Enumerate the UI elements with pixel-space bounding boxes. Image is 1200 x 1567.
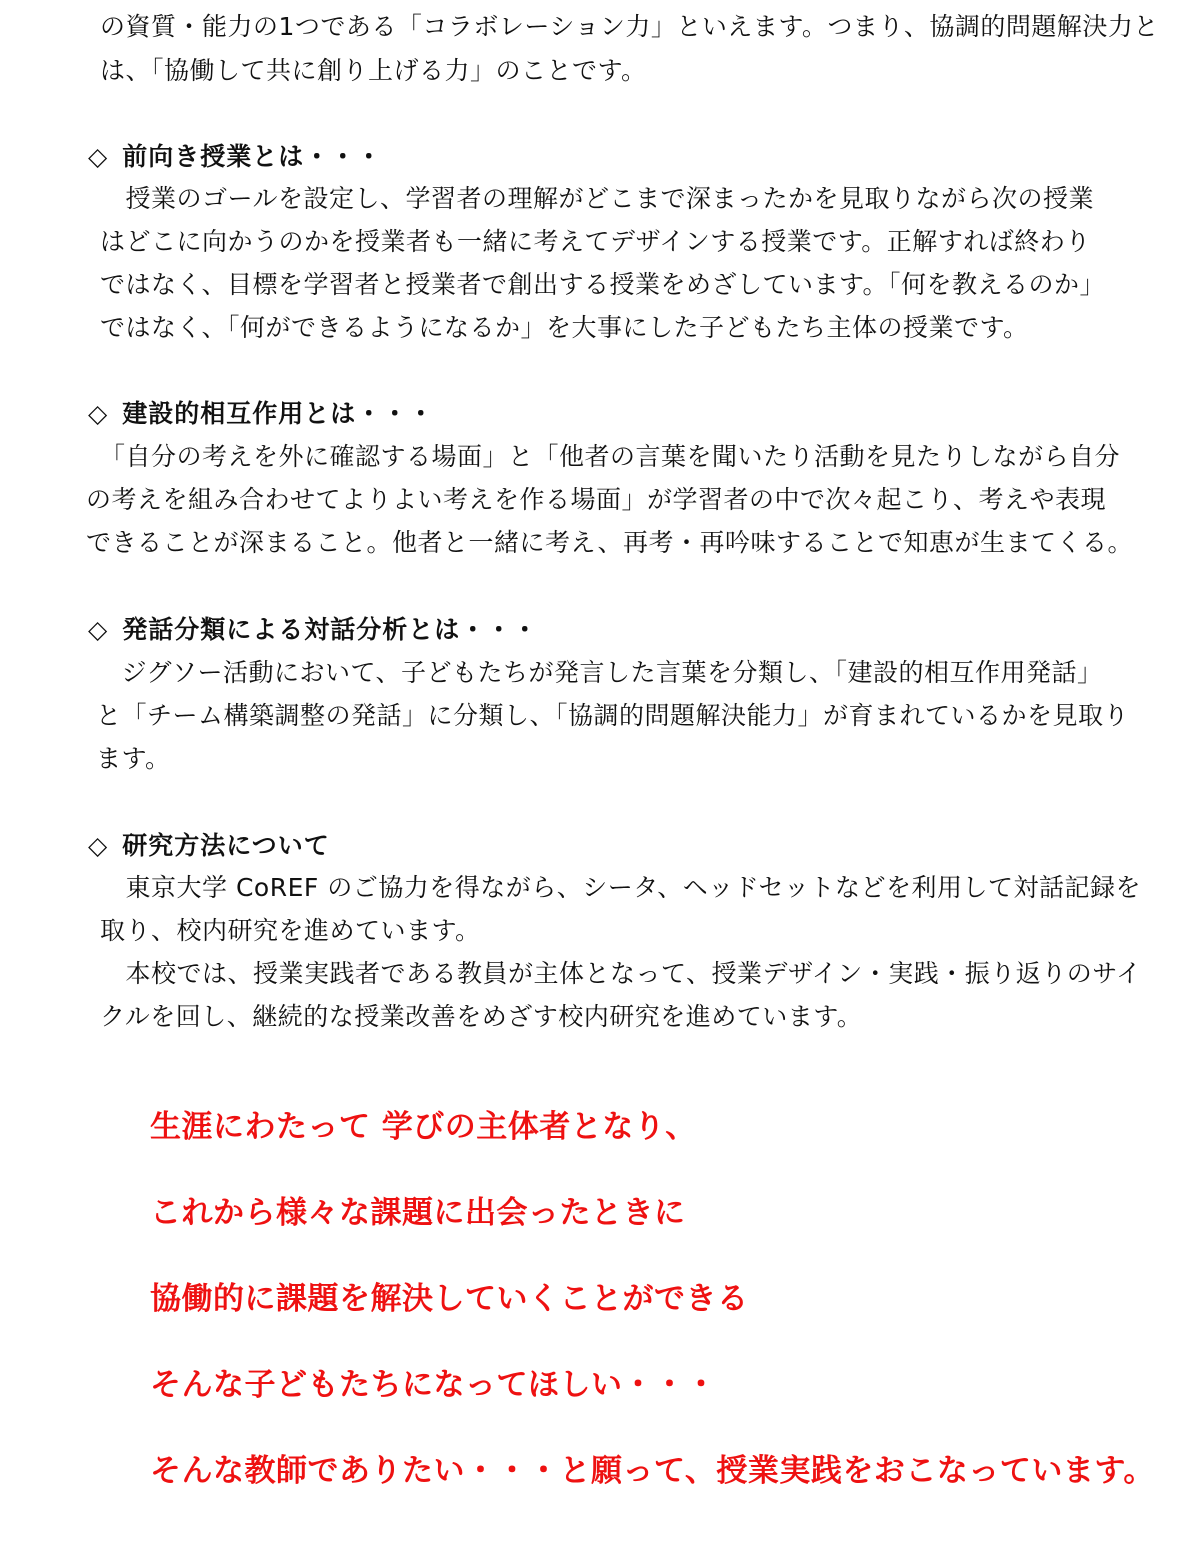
section-heading-text: 前向き授業とは・・・ xyxy=(122,142,383,171)
section-body-line: ます。 xyxy=(96,744,171,773)
section-body-line: 授業のゴールを設定し、学習者の理解がどこまで深まったかを見取りながら次の授業 xyxy=(100,184,1095,213)
section-heading-utterance-analysis xyxy=(88,615,538,645)
section-body-line: の考えを組み合わせてよりよい考えを作る場面」が学習者の中で次々起こり、考えや表現 xyxy=(86,485,1107,514)
closing-line: そんな教師でありたい・・・と願って、授業実践をおこなっています。 xyxy=(150,1453,1155,1489)
section-body-line: ではなく、目標を学習者と授業者で創出する授業をめざしています。「何を教えるのか」 xyxy=(100,270,1106,299)
section-heading-constructive-interaction xyxy=(88,399,434,429)
diamond-icon: ◇ xyxy=(88,615,109,644)
diamond-icon: ◇ xyxy=(88,399,109,428)
closing-line: 生涯にわたって 学びの主体者となり、 xyxy=(150,1109,697,1145)
closing-line: 協働的に課題を解決していくことができる xyxy=(150,1281,749,1317)
section-body-line: できることが深まること。他者と一緒に考え、再考・再吟味することで知恵が生まてくる。 xyxy=(86,528,1134,557)
section-body-line: クルを回し、継続的な授業改善をめざす校内研究を進めています。 xyxy=(100,1002,863,1031)
section-body-line: 「自分の考えを外に確認する場面」と「他者の言葉を聞いたり活動を見たりしながら自分 xyxy=(100,442,1121,471)
section-body-line: ではなく、「何ができるようになるか」を大事にした子どもたち主体の授業です。 xyxy=(100,313,1029,342)
section-body-line: ジグソー活動において、子どもたちが発言した言葉を分類し、「建設的相互作用発話」 xyxy=(96,658,1103,687)
section-heading-text: 建設的相互作用とは・・・ xyxy=(122,399,435,428)
diamond-icon: ◇ xyxy=(88,142,109,171)
closing-line: そんな子どもたちになってほしい・・・ xyxy=(150,1367,717,1403)
diamond-icon: ◇ xyxy=(88,831,109,860)
intro-line: の資質・能力の1つである「コラボレーション力」といえます。つまり、協調的問題解決力と xyxy=(100,12,1159,41)
section-heading-forward-lesson xyxy=(88,142,382,172)
closing-line: これから様々な課題に出会ったときに xyxy=(150,1195,686,1231)
section-body-line: と「チーム構築調整の発話」に分類し、「協調的問題解決能力」が育まれているかを見取り xyxy=(96,701,1130,730)
section-heading-research-method xyxy=(88,831,330,861)
section-body-line: 本校では、授業実践者である教員が主体となって、授業デザイン・実践・振り返りのサイ xyxy=(100,959,1142,988)
section-body-line: 取り、校内研究を進めています。 xyxy=(100,916,481,945)
section-body-line: 東京大学 CoREF のご協力を得ながら、シータ、ヘッドセットなどを利用して対話記録を xyxy=(100,873,1141,902)
section-body-line: はどこに向かうのかを授業者も一緒に考えてデザインする授業です。正解すれば終わり xyxy=(100,227,1091,256)
section-heading-text: 研究方法について xyxy=(122,831,330,860)
intro-line: は、「協働して共に創り上げる力」のことです。 xyxy=(100,56,647,85)
section-heading-text: 発話分類による対話分析とは・・・ xyxy=(122,615,539,644)
